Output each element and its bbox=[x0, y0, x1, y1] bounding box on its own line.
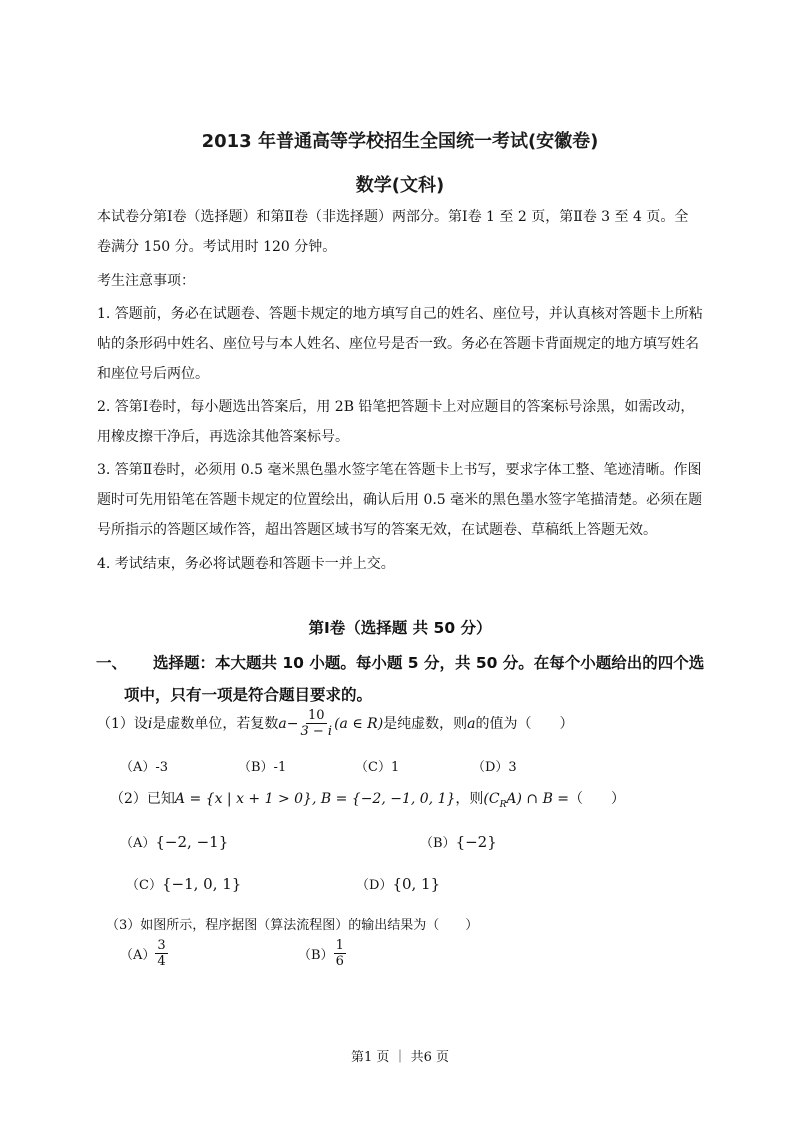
q2-option-a bbox=[120, 832, 228, 851]
notice-heading: 考生注意事项： bbox=[97, 273, 195, 289]
q2-option-b-label: （B） bbox=[420, 836, 456, 851]
q2-mid: ，则 bbox=[455, 791, 484, 807]
part-instructions-line-1: 选择题：本大题共 10 小题。每小题 5 分，共 50 分。在每个小题给出的四个选 bbox=[153, 654, 705, 672]
q3-option-b bbox=[298, 938, 346, 969]
note-1-line-3: 和座位号后两位。 bbox=[97, 366, 209, 382]
q2-prefix: （2）已知 bbox=[110, 791, 175, 807]
q2-option-d-value: {0, 1} bbox=[392, 875, 441, 893]
note-3-line-1: 3. 答第Ⅱ卷时，必须用 0.5 毫米黑色墨水签字笔在答题卡上书写，要求字体工整、笔迹清晰。作图 bbox=[97, 462, 702, 478]
q2-option-b-value: {−2} bbox=[455, 833, 497, 851]
q1-condition: (a ∈ R) bbox=[334, 715, 384, 732]
q2-expr: (C bbox=[483, 791, 500, 807]
page-footer: 第1 页 ｜ 共6 页 bbox=[350, 1050, 450, 1065]
q1-tail: 是纯虚数，则 bbox=[383, 715, 468, 732]
note-2-line-2: 用橡皮擦干净后，再选涂其他答案标号。 bbox=[97, 429, 349, 445]
q2-end: （ ） bbox=[569, 791, 626, 807]
section-heading: 第Ⅰ卷（选择题 共 50 分） bbox=[308, 619, 492, 637]
q1-option-c: （C）1 bbox=[355, 760, 400, 775]
q2-option-a-value: {−2, −1} bbox=[155, 833, 229, 851]
q2-option-c bbox=[126, 874, 241, 893]
part-number: 一、 bbox=[96, 654, 128, 672]
q2-option-a-label: （A） bbox=[120, 836, 156, 851]
q1-mid: 是虚数单位，若复数 bbox=[152, 715, 279, 732]
note-4: 4. 考试结束，务必将试题卷和答题卡一并上交。 bbox=[97, 556, 395, 572]
q2-expr2: A) ∩ B = bbox=[506, 791, 570, 807]
q1-option-d: （D）3 bbox=[472, 760, 517, 775]
question-2 bbox=[110, 790, 625, 814]
exam-subtitle: 数学(文科) bbox=[355, 175, 445, 196]
intro-line-2: 卷满分 150 分。考试用时 120 分钟。 bbox=[97, 239, 337, 255]
q1-option-a: （A）-3 bbox=[120, 760, 169, 775]
q3-b-den: 6 bbox=[335, 954, 344, 969]
q1-minus: − bbox=[286, 715, 299, 732]
note-3-line-3: 号所指示的答题区域作答，超出答题区域书写的答案无效，在试题卷、草稿纸上答题无效。 bbox=[97, 522, 657, 538]
q3-a-den: 4 bbox=[157, 954, 166, 969]
q1-option-b: （B）-1 bbox=[238, 760, 287, 775]
q1-a: a bbox=[278, 715, 287, 732]
question-3: （3）如图所示，程序据图（算法流程图）的输出结果为（ ） bbox=[106, 918, 479, 933]
q1-frac-num: 10 bbox=[308, 708, 325, 723]
exam-title: 2013 年普通高等学校招生全国统一考试(安徽卷) bbox=[201, 131, 599, 152]
q2-option-c-label: （C） bbox=[126, 878, 162, 893]
q2-sets: A = {x | x + 1 > 0}, B = {−2, −1, 0, 1} bbox=[174, 791, 456, 807]
q1-end: 的值为（ ） bbox=[475, 715, 574, 732]
q3-option-a bbox=[120, 938, 168, 969]
note-2-line-1: 2. 答第Ⅰ卷时，每小题选出答案后，用 2B 铅笔把答题卡上对应题目的答案标号涂黑，如需改动， bbox=[97, 399, 695, 415]
q1-frac-den: 3 − i bbox=[300, 724, 333, 739]
q1-fraction bbox=[299, 708, 335, 739]
question-1 bbox=[97, 708, 574, 739]
q2-option-c-value: {−1, 0, 1} bbox=[161, 875, 242, 893]
q3-option-a-fraction bbox=[155, 938, 167, 969]
note-1-line-2: 帖的条形码中姓名、座位号与本人姓名、座位号是否一致。务必在答题卡背面规定的地方填写姓名 bbox=[97, 336, 699, 352]
q3-option-b-fraction bbox=[334, 938, 346, 969]
q2-sub: R bbox=[499, 799, 507, 810]
note-3-line-2: 题时可先用铅笔在答题卡规定的位置绘出，确认后用 0.5 毫米的黑色墨水签字笔描清楚。必须在题 bbox=[97, 492, 703, 508]
q2-option-d bbox=[356, 874, 440, 893]
q3-option-b-label: （B） bbox=[298, 948, 334, 963]
q2-option-b bbox=[420, 832, 497, 851]
q1-a2: a bbox=[467, 715, 476, 732]
part-instructions-line-2: 项中，只有一项是符合题目要求的。 bbox=[124, 686, 373, 704]
q1-i: i bbox=[147, 715, 153, 732]
note-1-line-1: 1. 答题前，务必在试题卷、答题卡规定的地方填写自己的姓名、座位号，并认真核对答题卡上所粘 bbox=[97, 306, 703, 322]
q2-option-d-label: （D） bbox=[356, 878, 393, 893]
q3-b-num: 1 bbox=[335, 938, 344, 953]
intro-line-1: 本试卷分第Ⅰ卷（选择题）和第Ⅱ卷（非选择题）两部分。第Ⅰ卷 1 至 2 页，第Ⅱ卷 3 至 4 页。全 bbox=[97, 209, 689, 225]
q1-prefix: （1）设 bbox=[97, 715, 148, 732]
q3-option-a-label: （A） bbox=[120, 948, 156, 963]
q3-a-num: 3 bbox=[157, 938, 166, 953]
